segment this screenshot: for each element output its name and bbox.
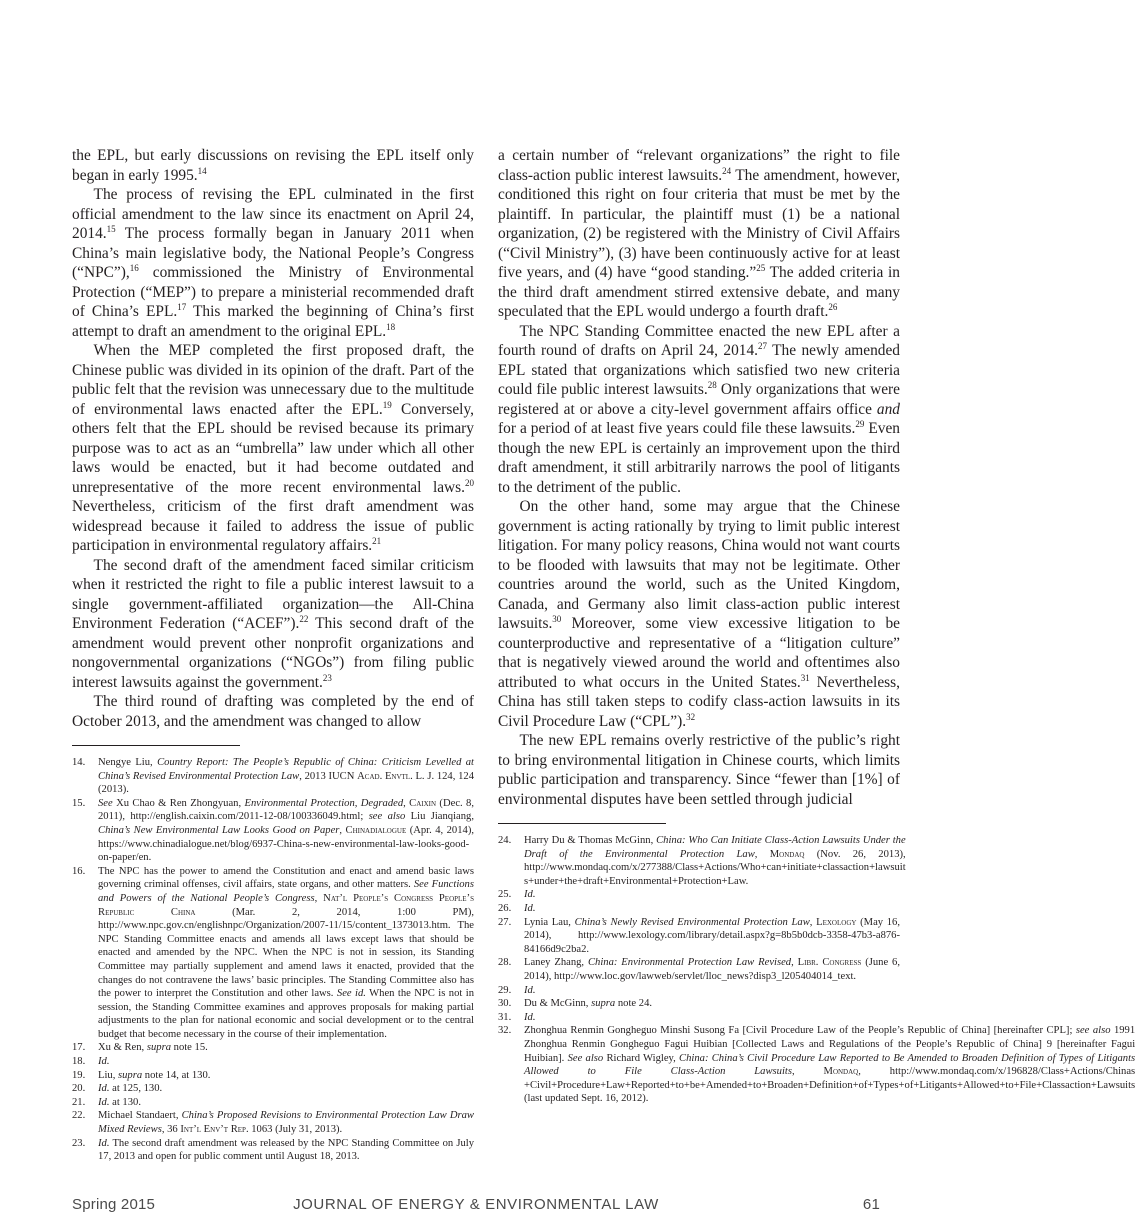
footnote bbox=[498, 834, 906, 888]
footnote bbox=[72, 756, 474, 797]
footnote-number: 29. bbox=[498, 984, 512, 996]
text-run: The second draft of the amendment faced similar criticism when it restricted the right to file a public interest lawsuit to a single government-affiliated organization—the All-China Environment Federation (“ACEF”). bbox=[72, 556, 474, 632]
italic-text: Id. bbox=[524, 1011, 536, 1023]
small-caps-text: Int’l Env’t Rep. bbox=[180, 1124, 249, 1136]
footer-season: Spring 2015 bbox=[72, 1196, 156, 1213]
small-caps-text: Libr. Congress bbox=[797, 957, 862, 969]
footnote-text bbox=[98, 865, 474, 1042]
footnote-number: 18. bbox=[72, 1056, 86, 1068]
text-run: note 24. bbox=[615, 998, 653, 1010]
body-paragraph bbox=[498, 731, 900, 809]
text-run: at 125, 130. bbox=[109, 1083, 163, 1095]
italic-text: See id. bbox=[336, 988, 366, 1000]
footnote bbox=[72, 1082, 474, 1096]
text-run: note 15. bbox=[171, 1042, 208, 1054]
footnote-text bbox=[98, 756, 474, 797]
italic-text: see also bbox=[1075, 1025, 1111, 1037]
footnote bbox=[498, 997, 900, 1011]
footnote-number: 21. bbox=[72, 1096, 86, 1108]
footnote-rule bbox=[498, 823, 666, 824]
footnote-ref: 23 bbox=[322, 672, 332, 683]
footnote-ref: 22 bbox=[299, 614, 309, 624]
italic-text: supra bbox=[118, 1069, 143, 1081]
text-run: Du & McGinn, bbox=[524, 998, 592, 1010]
body-paragraph bbox=[72, 341, 474, 556]
italic-text: China: Who Can Initiate Class-Action Lawsuits Under the Draft of the Environmental Protection Law bbox=[524, 835, 906, 860]
text-run: (June 6, 2014), http://www.loc.gov/lawweb/servlet/lloc_news?disp3_l205404014_text. bbox=[524, 957, 900, 982]
italic-text: China’s Proposed Revisions to Environmental Protection Law Draw Mixed Reviews bbox=[98, 1110, 474, 1136]
left-body-text bbox=[72, 146, 474, 731]
text-run: Nevertheless, criticism of the first draft amendment was widespread because it failed to address the issue of public participation in environmental regulatory affairs. bbox=[72, 498, 474, 554]
footnote-number: 25. bbox=[498, 889, 512, 901]
footnote bbox=[72, 1041, 474, 1055]
text-run: Only organizations that were registered at or above a city-level government affairs office bbox=[498, 381, 900, 418]
footnote-text bbox=[524, 956, 900, 983]
footnote-ref: 30 bbox=[552, 614, 562, 624]
italic-text: See bbox=[98, 797, 113, 809]
text-run: Conversely, others felt that the EPL should be revised because its primary purpose was to act as an “umbrella” law under which all other laws would be enacted, but it had become outdated and unrepresentative of the more recent environmental laws. bbox=[72, 400, 474, 496]
text-run: When the NPC is not in session, the Standing Committee examines and approves proposals for making partial adjustments to the plan for national economic and social development or to the central budget that become necessary in the course of their implementation. bbox=[98, 988, 475, 1040]
small-caps-text: Acad. Envtl. L. J. bbox=[357, 770, 435, 782]
text-run: This second draft of the amendment would prevent other nonprofit organizations and nongovernmental organizations (“NGOs”) from filing public interest lawsuits against the government. bbox=[72, 615, 474, 691]
text-run: The NPC Standing Committee enacted the new EPL after a fourth round of drafts on April 24, 2014. bbox=[498, 322, 900, 359]
italic-text: China: Environmental Protection Law Revised bbox=[587, 957, 792, 969]
footnote bbox=[72, 1069, 474, 1083]
text-run: commissioned the Ministry of Environmental Protection (“MEP”) to prepare a ministerial recommended draft of China’s EPL. bbox=[72, 264, 474, 320]
text-run: The added criteria in the third draft amendment stirred extensive debate, and many speculated that the EPL would undergo a fourth draft. bbox=[498, 264, 900, 320]
small-caps-text: Lexology bbox=[816, 916, 857, 928]
italic-text: Id. bbox=[98, 1056, 110, 1068]
italic-text: supra bbox=[146, 1042, 171, 1054]
italic-text: See Functions and Powers of the National People’s Congress bbox=[98, 879, 474, 904]
footnote-ref: 25 bbox=[756, 263, 766, 273]
footnote bbox=[72, 1096, 474, 1110]
text-run: The third round of drafting was completed by the end of October 2013, and the amendment was changed to allow bbox=[72, 693, 474, 730]
footnote-ref: 16 bbox=[129, 263, 139, 273]
footnote-text bbox=[98, 1055, 474, 1069]
footnote-ref: 19 bbox=[382, 399, 392, 410]
footnote bbox=[72, 797, 474, 865]
footnote-number: 15. bbox=[72, 797, 86, 809]
italic-text: Environmental Protection, Degraded bbox=[244, 797, 404, 809]
text-run: 124, 124 (2013). bbox=[98, 770, 474, 796]
text-run: , bbox=[403, 797, 410, 809]
footnote-number: 28. bbox=[498, 957, 512, 969]
footnote-number: 14. bbox=[72, 757, 86, 768]
text-run: (Dec. 8, 2011), http://english.caixin.com/2011-12-08/100336049.html; bbox=[98, 797, 474, 823]
right-body-text bbox=[498, 146, 900, 809]
footnote-ref: 28 bbox=[707, 380, 717, 390]
left-column bbox=[72, 146, 474, 1164]
footnote-ref: 17 bbox=[177, 302, 187, 312]
footnote bbox=[498, 902, 900, 916]
footnote bbox=[72, 865, 474, 1042]
text-run: The newly amended EPL stated that organizations which satisfied two new criteria could file public interest lawsuits. bbox=[498, 342, 900, 398]
text-run: Xu & Ren, bbox=[98, 1042, 147, 1054]
text-run: The process of revising the EPL culminated in the first official amendment to the law since its enactment on April 24, 2014. bbox=[72, 186, 474, 242]
italic-text: China’s Newly Revised Environmental Protection Law bbox=[574, 916, 810, 928]
text-run: Liu, bbox=[98, 1069, 119, 1081]
italic-text: Id. bbox=[524, 902, 536, 914]
text-run: The NPC has the power to amend the Constitution and enact and amend basic laws governing criminal offenses, civil affairs, state organs, and other matters. bbox=[98, 865, 474, 891]
left-footnotes bbox=[72, 756, 474, 1164]
footnote-text bbox=[98, 1137, 474, 1164]
italic-text: China’s New Environmental Law Looks Good on Paper bbox=[98, 824, 340, 836]
italic-text: Id. bbox=[524, 984, 536, 996]
italic-text: and bbox=[876, 400, 900, 418]
text-run: Michael Standaert, bbox=[98, 1110, 182, 1122]
footnote-ref: 24 bbox=[722, 165, 732, 176]
footnote-rule bbox=[72, 745, 240, 746]
footnote-number: 32. bbox=[498, 1025, 512, 1037]
text-run: 1063 (July 31, 2013). bbox=[248, 1124, 343, 1136]
text-run: The new EPL remains overly restrictive of the public’s right to bring environmental litigation in Chinese courts, which limits public participation and transparency. Since “fewer than [1%] of environmental disputes have been settled through judicial bbox=[498, 732, 900, 808]
text-run: (Apr. 4, 2014), https://www.chinadialogue.net/blog/6937-China-s-new-environmental-law-looks-good-on-paper/en. bbox=[98, 824, 475, 864]
footnote-text bbox=[524, 1024, 1135, 1106]
footer-journal-title: JOURNAL OF ENERGY & ENVIRONMENTAL LAW bbox=[293, 1196, 659, 1213]
text-run: Nevertheless, China has still taken steps to codify class-action lawsuits in its Civil Procedure Law (“CPL”). bbox=[498, 673, 900, 730]
text-run: Even though the new EPL is certainly an improvement upon the third draft amendment, it still arbitrarily narrows the pool of litigants to the detriment of the public. bbox=[498, 420, 900, 496]
footnote-ref: 27 bbox=[758, 341, 768, 351]
footnote-text bbox=[98, 1109, 474, 1136]
italic-text: Id. bbox=[98, 1083, 110, 1095]
italic-text: See also bbox=[567, 1052, 604, 1064]
footnote bbox=[498, 956, 900, 983]
footnote-text bbox=[524, 1011, 900, 1025]
small-caps-text: Nat’l People’s Congress People’s Republic China bbox=[98, 892, 474, 918]
footnote-text bbox=[98, 797, 474, 865]
body-paragraph bbox=[72, 556, 474, 693]
footnote-number: 24. bbox=[498, 835, 512, 846]
body-paragraph bbox=[72, 185, 474, 341]
footnote-number: 19. bbox=[72, 1069, 86, 1081]
small-caps-text: Mondaq bbox=[823, 1066, 859, 1078]
text-run: The second draft amendment was released by the NPC Standing Committee on July 17, 2013 and open for public comment until August 18, 2013. bbox=[98, 1137, 474, 1163]
body-paragraph bbox=[72, 146, 474, 185]
text-run: Moreover, some view excessive litigation to be counterproductive and representative of a “litigation culture” that is negatively viewed around the world and oftentimes also attributed to what occurs in the United States. bbox=[498, 615, 900, 691]
small-caps-text: Chinadialogue bbox=[345, 824, 407, 836]
text-run: Liu Jianqiang, bbox=[405, 811, 474, 823]
body-paragraph bbox=[72, 692, 474, 731]
body-paragraph bbox=[498, 146, 900, 322]
text-run: Xu Chao & Ren Zhongyuan, bbox=[112, 797, 245, 809]
footnote-ref: 14 bbox=[197, 165, 207, 176]
italic-text: Id. bbox=[98, 1096, 110, 1108]
footnote-ref: 31 bbox=[800, 672, 810, 683]
footnote-number: 30. bbox=[498, 998, 512, 1010]
italic-text: Id. bbox=[98, 1137, 110, 1149]
italic-text: Country Report: The People’s Republic of China: Criticism Levelled at China’s Revised Environmental Protection Law bbox=[98, 757, 474, 782]
text-run: Nengye Liu, bbox=[98, 757, 158, 768]
footnote-text bbox=[98, 1041, 474, 1055]
footnote-number: 27. bbox=[498, 916, 512, 928]
footnote-text bbox=[524, 916, 900, 957]
footnote-number: 20. bbox=[72, 1083, 86, 1095]
footnote bbox=[72, 1055, 474, 1069]
footnote bbox=[498, 916, 900, 957]
text-run: When the MEP completed the first proposed draft, the Chinese public was divided in its opinion of the draft. Part of the public felt that the revision was unnecessary due to the multitude of environmental laws enacted after the EPL. bbox=[72, 342, 474, 418]
footnote-ref: 26 bbox=[828, 302, 838, 312]
footnote bbox=[498, 984, 900, 998]
small-caps-text: Caixin bbox=[409, 797, 437, 809]
text-run: Harry Du & Thomas McGinn, bbox=[524, 835, 657, 846]
text-run: at 130. bbox=[109, 1096, 141, 1108]
text-run: This marked the beginning of China’s first attempt to draft an amendment to the original EPL. bbox=[72, 303, 474, 340]
text-run: , bbox=[754, 848, 770, 860]
text-run: Zhonghua Renmin Gongheguo Minshi Susong Fa [Civil Procedure Law of the People’s Republic of China] [hereinafter CPL]; bbox=[524, 1025, 1076, 1037]
footer-page-number: 61 bbox=[862, 1196, 880, 1213]
footnote-number: 26. bbox=[498, 902, 512, 914]
footnote-ref: 21 bbox=[372, 536, 382, 546]
footnote-text bbox=[524, 834, 906, 888]
text-run: , bbox=[314, 892, 324, 904]
text-run: , bbox=[809, 916, 817, 928]
small-caps-text: Mondaq bbox=[769, 848, 805, 860]
text-run: Laney Zhang, bbox=[524, 957, 588, 969]
text-run: , bbox=[339, 824, 346, 836]
text-run: , bbox=[791, 957, 798, 969]
text-run: The amendment, however, conditioned this right on four criteria that must be met by the plaintiff. In particular, the plaintiff must (1) be a national organization, (2) be registered with the Ministry of Civil Affairs (“Civil Ministry”), (3) have been continuously active for at least five years, and (4) have “good standing.” bbox=[498, 166, 900, 281]
italic-text: Id. bbox=[524, 889, 536, 901]
italic-text: China: China’s Civil Procedure Law Reported to Be Amended to Broaden Definition of Types of Litigants Allowed to File Class-Action Lawsuits bbox=[524, 1052, 1135, 1078]
footnote bbox=[498, 888, 900, 902]
text-run: , bbox=[791, 1066, 824, 1078]
footnote-number: 23. bbox=[72, 1137, 86, 1149]
footnote-ref: 29 bbox=[855, 419, 865, 429]
footnote bbox=[72, 1109, 474, 1136]
footnote-ref: 18 bbox=[386, 321, 396, 332]
footnote-text bbox=[524, 984, 900, 998]
footnote bbox=[498, 1011, 900, 1025]
footnote-text bbox=[524, 997, 900, 1011]
right-column bbox=[498, 146, 1135, 1106]
text-run: 1991 Zhonghua Renmin Gongheguo Fagui Huibian [Collected Laws and Regulations of the People’s Republic of China] 9 [hereinafter Fagui Huibian]. bbox=[524, 1025, 1135, 1064]
footnote-number: 22. bbox=[72, 1110, 86, 1122]
italic-text: supra bbox=[591, 998, 616, 1010]
text-run: , 2013 IUCN bbox=[299, 770, 358, 782]
text-run: (Mar. 2, 2014, 1:00 PM), http://www.npc.gov.cn/englishnpc/Organization/2007-11/15/content_1373013.htm. The NPC Standing Committee enacts and amends all laws except laws that should be enacted and amended by the NPC. When the NPC is not in session, its Standing Committee may partially supplement and amend laws it enacted, provided that the changes do not contravene the laws’ basic principles. The Standing Committee also has the power to interpret the Constitution and other laws. bbox=[98, 906, 474, 1000]
text-run: The process formally began in January 2011 when China’s main legislative body, the National People’s Congress (“NPC”), bbox=[72, 225, 474, 281]
text-run: for a period of at least five years could file these lawsuits. bbox=[498, 420, 856, 437]
footnote-number: 17. bbox=[72, 1042, 86, 1054]
text-run: a certain number of “relevant organizations” the right to file class-action public interest lawsuits. bbox=[498, 147, 900, 184]
text-run: (Nov. 26, 2013), http://www.mondaq.com/x/277388/Class+Actions/Who+can+initiate+classaction+lawsuit s+under+the+draft+Environmental+Protection+Law. bbox=[524, 848, 906, 887]
right-footnotes bbox=[498, 834, 1135, 1106]
text-run: , 36 bbox=[161, 1124, 181, 1136]
body-paragraph bbox=[498, 497, 900, 731]
text-run: Richard Wigley, bbox=[603, 1052, 680, 1064]
footnote-ref: 15 bbox=[106, 224, 116, 234]
footnote bbox=[498, 1024, 1135, 1106]
text-run: note 14, at 130. bbox=[142, 1069, 211, 1081]
text-run: (May 16, 2014), http://www.lexology.com/library/detail.aspx?g=8b5b0dcb-3358-47b3-a876-84166d9c2ba2. bbox=[524, 916, 900, 955]
footnote-text bbox=[524, 902, 900, 916]
footnote-number: 31. bbox=[498, 1011, 512, 1023]
body-paragraph bbox=[498, 322, 900, 498]
footnote-text bbox=[98, 1069, 474, 1083]
text-run: , http://www.mondaq.com/x/196828/Class+Actions/Chinas +Civil+Procedure+Law+Reported+to+be+Amended+to+Broaden+Definition+of+Types+of+Litigants+Allowed+to+File+Classaction+Lawsuits (last updated Sept. 16, 2012). bbox=[524, 1066, 1135, 1105]
text-run: Lynia Lau, bbox=[524, 916, 575, 928]
footnote-number: 16. bbox=[72, 865, 86, 877]
footnote-text bbox=[524, 888, 900, 902]
text-run: On the other hand, some may argue that the Chinese government is acting rationally by trying to limit public interest litigation. For many policy reasons, China would not want courts to be flooded with lawsuits that may not be legitimate. Other countries around the world, such as the United Kingdom, Canada, and Germany also limit class-action public interest lawsuits. bbox=[498, 498, 900, 632]
footnote-text bbox=[98, 1096, 474, 1110]
footnote-ref: 32 bbox=[686, 711, 696, 722]
footnote-text bbox=[98, 1082, 474, 1096]
footnote-ref: 20 bbox=[465, 477, 474, 488]
text-run: the EPL, but early discussions on revising the EPL itself only began in early 1995. bbox=[72, 147, 474, 184]
italic-text: see also bbox=[368, 811, 406, 823]
footnote bbox=[72, 1137, 474, 1164]
